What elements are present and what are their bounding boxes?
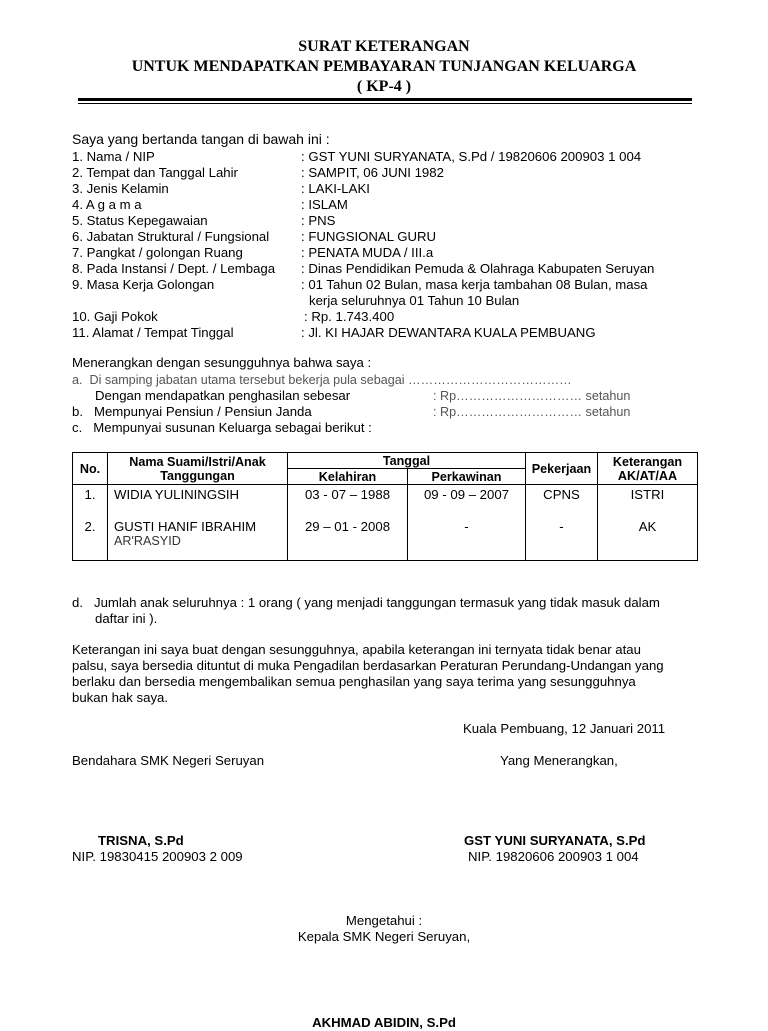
- field-value-tenure-cont: kerja seluruhnya 01 Tahun 10 Bulan: [309, 293, 520, 308]
- field-label-gender: 3. Jenis Kelamin: [72, 181, 169, 196]
- row-birth: 29 – 01 - 2008: [288, 519, 408, 561]
- field-label-agency: 8. Pada Instansi / Dept. / Lembaga: [72, 261, 276, 276]
- item-d: d. Jumlah anak seluruhnya : 1 orang ( yang menjadi tanggungan termasuk yang tidak masuk dalam: [72, 595, 660, 610]
- col-header-birth: Kelahiran: [288, 469, 408, 485]
- field-value-agency: : Dinas Pendidikan Pemuda & Olahraga Kabupaten Seruyan: [301, 261, 655, 276]
- left-signer-role: Bendahara SMK Negeri Seruyan: [72, 753, 265, 768]
- statement-line: berlaku dan bersedia mengembalikan semua penghasilan yang saya terima yang sesungguhnya: [72, 674, 636, 689]
- col-header-date: Tanggal: [288, 453, 526, 469]
- col-header-name: Nama Suami/Istri/Anak Tanggungan: [108, 453, 288, 485]
- field-value-gender: : LAKI-LAKI: [301, 181, 370, 196]
- field-label-status: 5. Status Kepegawaian: [72, 213, 208, 228]
- item-d-cont: daftar ini ).: [95, 611, 158, 626]
- item-a-income-label: Dengan mendapatkan penghasilan sebesar: [95, 388, 351, 403]
- table-row: [73, 485, 698, 519]
- header-rule-thin: [78, 103, 692, 104]
- field-value-position: : FUNGSIONAL GURU: [301, 229, 437, 244]
- right-signer-nip: NIP. 19820606 200903 1 004: [468, 849, 639, 864]
- left-signer-name: TRISNA, S.Pd: [98, 833, 184, 848]
- field-value-name: : GST YUNI SURYANATA, S.Pd / 19820606 200903 1 004: [301, 149, 642, 164]
- header-rule-thick: [78, 98, 692, 101]
- row-marriage: 09 - 09 – 2007: [408, 485, 526, 519]
- field-value-rank: : PENATA MUDA / III.a: [301, 245, 434, 260]
- row-note: ISTRI: [598, 485, 698, 519]
- col-header-marriage: Perkawinan: [408, 469, 526, 485]
- field-value-salary: : Rp. 1.743.400: [304, 309, 395, 324]
- row-job: CPNS: [526, 485, 598, 519]
- item-a: a. Di samping jabatan utama tersebut bekerja pula sebagai …………………………………: [72, 373, 572, 387]
- field-label-position: 6. Jabatan Struktural / Fungsional: [72, 229, 270, 244]
- field-label-religion: 4. A g a m a: [72, 197, 142, 212]
- statement-line: palsu, saya bersedia dituntut di muka Pengadilan berdasarkan Peraturan Perundang-Undangan yang: [72, 658, 664, 673]
- item-b-amount: : Rp………………………… setahun: [433, 405, 631, 419]
- field-label-name: 1. Nama / NIP: [72, 149, 155, 164]
- row-name: WIDIA YULININGSIH: [108, 485, 288, 519]
- statement-line: Keterangan ini saya buat dengan sesungguhnya, apabila keterangan ini ternyata tidak benar atau: [72, 642, 641, 657]
- right-signer-role: Yang Menerangkan,: [500, 753, 618, 768]
- row-birth: 03 - 07 – 1988: [288, 485, 408, 519]
- row-no: 2.: [73, 519, 108, 561]
- row-no: 1.: [73, 485, 108, 519]
- field-value-religion: : ISLAM: [301, 197, 348, 212]
- field-label-rank: 7. Pangkat / golongan Ruang: [72, 245, 243, 260]
- document-subtitle: UNTUK MENDAPATKAN PEMBAYARAN TUNJANGAN KELUARGA: [131, 58, 637, 75]
- col-header-no: No.: [73, 453, 108, 485]
- declaration-lead: Menerangkan dengan sesungguhnya bahwa saya :: [72, 355, 372, 370]
- item-c: c. Mempunyai susunan Keluarga sebagai berikut :: [72, 420, 372, 435]
- field-label-salary: 10. Gaji Pokok: [72, 309, 158, 324]
- field-value-birth: : SAMPIT, 06 JUNI 1982: [301, 165, 444, 180]
- document-title: SURAT KETERANGAN: [298, 38, 470, 55]
- document-code: ( KP-4 ): [356, 78, 412, 95]
- field-value-address: : Jl. KI HAJAR DEWANTARA KUALA PEMBUANG: [301, 325, 596, 340]
- field-label-tenure: 9. Masa Kerja Golongan: [72, 277, 215, 292]
- acknowledge-label: Mengetahui :: [345, 913, 423, 928]
- row-name: GUSTI HANIF IBRAHIM: [114, 518, 257, 534]
- item-b: b. Mempunyai Pensiun / Pensiun Janda: [72, 404, 312, 419]
- row-name-cont: AR'RASYID: [114, 533, 181, 548]
- principal-role: Kepala SMK Negeri Seruyan,: [297, 929, 471, 944]
- row-note: AK: [598, 519, 698, 561]
- right-signer-name: GST YUNI SURYANATA, S.Pd: [464, 833, 646, 848]
- place-date: Kuala Pembuang, 12 Januari 2011: [463, 721, 666, 736]
- col-header-note: Keterangan AK/AT/AA: [598, 453, 698, 485]
- row-marriage: -: [408, 519, 526, 561]
- row-job: -: [526, 519, 598, 561]
- principal-name: AKHMAD ABIDIN, S.Pd: [312, 1015, 456, 1030]
- statement-line: bukan hak saya.: [72, 690, 169, 705]
- field-label-address: 11. Alamat / Tempat Tinggal: [72, 325, 234, 340]
- family-table: [72, 452, 698, 561]
- left-signer-nip: NIP. 19830415 200903 2 009: [72, 849, 243, 864]
- intro-text: Saya yang bertanda tangan di bawah ini :: [72, 131, 330, 147]
- col-header-job: Pekerjaan: [526, 453, 598, 485]
- item-a-income-amount: : Rp………………………… setahun: [433, 389, 631, 403]
- field-value-tenure: : 01 Tahun 02 Bulan, masa kerja tambahan 08 Bulan, masa: [301, 277, 648, 292]
- row-name-cell: [108, 519, 288, 561]
- field-value-status: : PNS: [301, 213, 336, 228]
- table-row: [73, 519, 698, 561]
- field-label-birth: 2. Tempat dan Tanggal Lahir: [72, 165, 238, 180]
